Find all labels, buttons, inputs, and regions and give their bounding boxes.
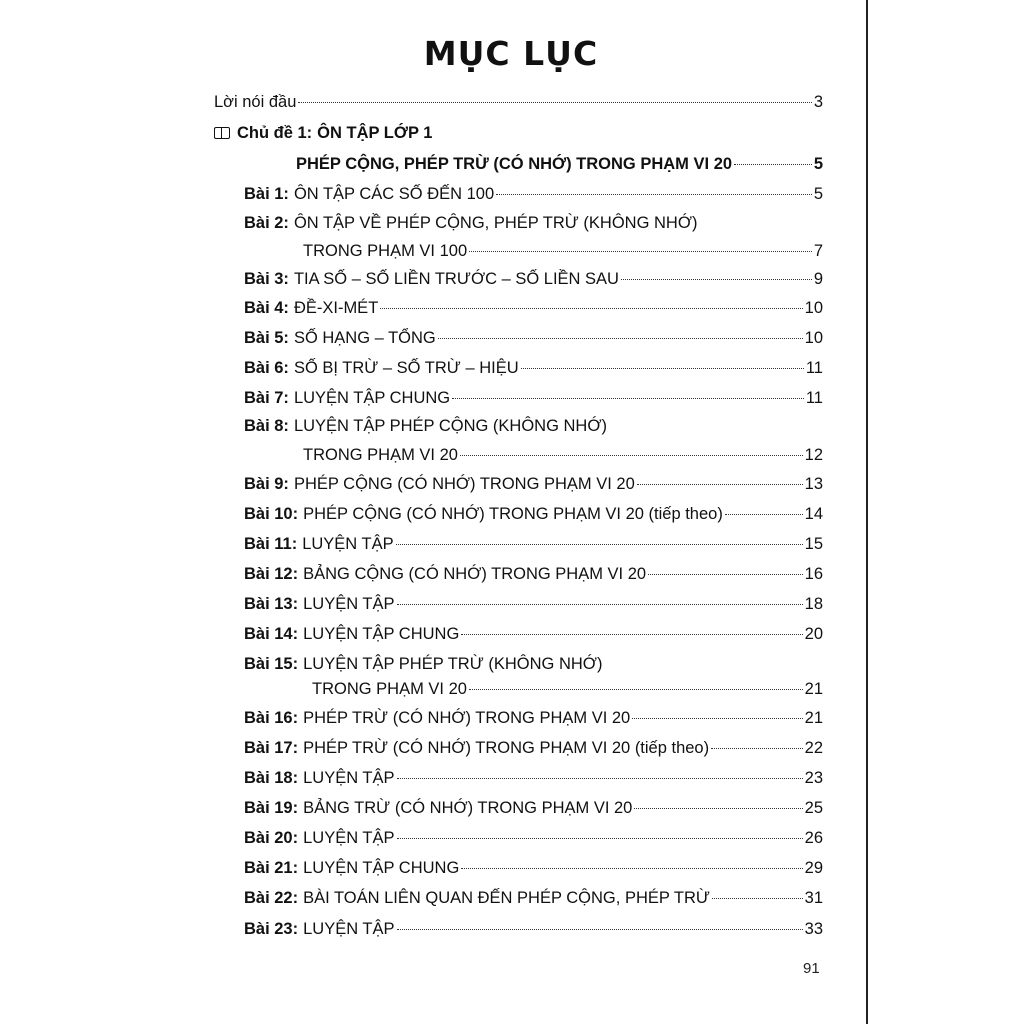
lesson-label: Bài 22: (244, 889, 299, 907)
lesson-label: Bài 14: (244, 625, 299, 643)
lesson-title: LUYỆN TẬP CHUNG (303, 859, 460, 877)
toc-page-number: 29 (804, 859, 823, 877)
lesson-label: Bài 5: (244, 329, 289, 347)
toc-page-number: 7 (813, 242, 823, 260)
toc-row-lesson[interactable] (244, 595, 823, 619)
lesson-title: LUYỆN TẬP (303, 769, 395, 787)
lesson-label: Bài 4: (244, 299, 289, 317)
toc-row-intro[interactable] (214, 93, 823, 117)
toc-row-lesson[interactable] (244, 709, 823, 733)
lesson-label: Bài 21: (244, 859, 299, 877)
lesson-label: Bài 7: (244, 389, 289, 407)
lesson-label: Bài 19: (244, 799, 299, 817)
lesson-label: Bài 13: (244, 595, 299, 613)
toc-row-lesson[interactable] (244, 214, 823, 238)
lesson-label: Bài 17: (244, 739, 299, 757)
page-edge-divider (866, 0, 868, 1024)
dot-leader (397, 838, 803, 839)
lesson-title-continuation: TRONG PHẠM VI 20 (312, 680, 467, 698)
lesson-title: LUYỆN TẬP (303, 920, 395, 938)
toc-page-number: 10 (804, 329, 823, 347)
toc-row-lesson[interactable] (244, 185, 823, 209)
dot-leader (521, 368, 804, 369)
lesson-title: LUYỆN TẬP CHUNG (303, 625, 460, 643)
dot-leader (397, 929, 803, 930)
toc-page-number: 14 (804, 505, 823, 523)
toc-page-number: 5 (813, 185, 823, 203)
page-title: MỤC LỤC (423, 34, 599, 73)
lesson-title: ĐỀ-XI-MÉT (293, 299, 379, 317)
toc-row-lesson[interactable] (244, 859, 823, 883)
lesson-title: BẢNG CỘNG (CÓ NHỚ) TRONG PHẠM VI 20 (303, 565, 647, 583)
dot-leader (380, 308, 802, 309)
dot-leader (496, 194, 812, 195)
toc-page-number: 31 (804, 889, 823, 907)
toc-row-lesson-continuation[interactable] (303, 446, 823, 470)
toc-page-number: 33 (804, 920, 823, 938)
lesson-label: Bài 10: (244, 505, 299, 523)
lesson-title: PHÉP TRỪ (CÓ NHỚ) TRONG PHẠM VI 20 (tiếp theo) (303, 739, 710, 757)
chapter-title: ÔN TẬP LỚP 1 (317, 124, 433, 142)
chapter-label: Chủ đề 1: (237, 124, 313, 142)
book-icon (214, 127, 230, 139)
toc-row-lesson[interactable] (244, 920, 823, 944)
lesson-title: TIA SỐ – SỐ LIỀN TRƯỚC – SỐ LIỀN SAU (293, 270, 619, 288)
toc-row-lesson[interactable] (244, 299, 823, 323)
lesson-title: ÔN TẬP CÁC SỐ ĐẾN 100 (293, 185, 495, 203)
toc-row-lesson[interactable] (244, 389, 823, 413)
lesson-label: Bài 12: (244, 565, 299, 583)
toc-row-lesson-continuation[interactable] (303, 242, 823, 266)
toc-entry-text: Lời nói đầu (214, 93, 297, 111)
toc-row-lesson[interactable] (244, 655, 823, 679)
dot-leader (460, 455, 803, 456)
dot-leader (438, 338, 803, 339)
lesson-label: Bài 9: (244, 475, 289, 493)
dot-leader (634, 808, 802, 809)
toc-chapter-heading[interactable] (214, 124, 823, 148)
toc-row-lesson[interactable] (244, 535, 823, 559)
toc-row-lesson[interactable] (244, 270, 823, 294)
toc-page-number: 15 (804, 535, 823, 553)
lesson-label: Bài 11: (244, 535, 298, 553)
toc-page-number: 20 (804, 625, 823, 643)
dot-leader (725, 514, 803, 515)
toc-page-number: 26 (804, 829, 823, 847)
toc-page-number: 9 (813, 270, 823, 288)
dot-leader (298, 102, 811, 103)
lesson-label: Bài 3: (244, 270, 289, 288)
toc-row-lesson[interactable] (244, 565, 823, 589)
toc-row-lesson[interactable] (244, 417, 823, 441)
lesson-label: Bài 2: (244, 214, 289, 232)
toc-row-lesson[interactable] (244, 889, 823, 913)
toc-row-lesson[interactable] (244, 359, 823, 383)
dot-leader (734, 164, 812, 165)
lesson-title: LUYỆN TẬP (302, 535, 394, 553)
toc-page-number: 25 (804, 799, 823, 817)
toc-page-number: 18 (804, 595, 823, 613)
toc-page-number: 10 (804, 299, 823, 317)
toc-page-number: 12 (804, 446, 823, 464)
toc-row-lesson[interactable] (244, 505, 823, 529)
dot-leader (452, 398, 804, 399)
dot-leader (632, 718, 802, 719)
lesson-label: Bài 16: (244, 709, 299, 727)
toc-page-number: 11 (805, 359, 823, 377)
dot-leader (469, 689, 803, 690)
lesson-title-continuation: TRONG PHẠM VI 20 (303, 446, 458, 464)
dot-leader (469, 251, 812, 252)
toc-row-lesson[interactable] (244, 799, 823, 823)
dot-leader (461, 634, 802, 635)
toc-page-number: 16 (804, 565, 823, 583)
dot-leader (461, 868, 802, 869)
lesson-title: SỐ BỊ TRỪ – SỐ TRỪ – HIỆU (293, 359, 519, 377)
chapter-subtitle: PHÉP CỘNG, PHÉP TRỪ (CÓ NHỚ) TRONG PHẠM VI 20 (296, 155, 733, 173)
toc-page-number: 23 (804, 769, 823, 787)
lesson-label: Bài 18: (244, 769, 299, 787)
dot-leader (396, 544, 803, 545)
toc-page-number: 5 (813, 155, 823, 173)
dot-leader (712, 898, 803, 899)
toc-row-lesson[interactable] (244, 475, 823, 499)
dot-leader (711, 748, 803, 749)
lesson-title: ÔN TẬP VỀ PHÉP CỘNG, PHÉP TRỪ (KHÔNG NHỚ) (293, 214, 698, 232)
toc-row-lesson[interactable] (244, 769, 823, 793)
lesson-label: Bài 20: (244, 829, 299, 847)
dot-leader (397, 604, 803, 605)
lesson-label: Bài 8: (244, 417, 289, 435)
lesson-title: PHÉP TRỪ (CÓ NHỚ) TRONG PHẠM VI 20 (303, 709, 631, 727)
lesson-title: LUYỆN TẬP PHÉP TRỪ (KHÔNG NHỚ) (303, 655, 603, 673)
toc-page-number: 21 (804, 680, 823, 698)
lesson-title: BẢNG TRỪ (CÓ NHỚ) TRONG PHẠM VI 20 (303, 799, 633, 817)
lesson-label: Bài 15: (244, 655, 299, 673)
toc-page-number: 11 (805, 389, 823, 407)
lesson-title: LUYỆN TẬP PHÉP CỘNG (KHÔNG NHỚ) (293, 417, 607, 435)
lesson-title-continuation: TRONG PHẠM VI 100 (303, 242, 468, 260)
lesson-title: LUYỆN TẬP (303, 829, 395, 847)
lesson-title: LUYỆN TẬP (303, 595, 395, 613)
dot-leader (648, 574, 803, 575)
lesson-title: PHÉP CỘNG (CÓ NHỚ) TRONG PHẠM VI 20 (293, 475, 635, 493)
toc-page-number: 13 (804, 475, 823, 493)
toc-row-lesson[interactable] (244, 739, 823, 763)
dot-leader (397, 778, 803, 779)
lesson-title: LUYỆN TẬP CHUNG (293, 389, 451, 407)
lesson-title: PHÉP CỘNG (CÓ NHỚ) TRONG PHẠM VI 20 (tiếp theo) (303, 505, 723, 523)
lesson-title: SỐ HẠNG – TỔNG (293, 329, 436, 347)
toc-row-lesson[interactable] (244, 329, 823, 353)
dot-leader (621, 279, 812, 280)
page-number: 91 (803, 960, 820, 977)
toc-chapter-subtitle[interactable] (296, 155, 823, 179)
toc-row-lesson[interactable] (244, 829, 823, 853)
lesson-label: Bài 23: (244, 920, 299, 938)
toc-page-number: 3 (813, 93, 823, 111)
lesson-title: BÀI TOÁN LIÊN QUAN ĐẾN PHÉP CỘNG, PHÉP TRỪ (303, 889, 710, 907)
dot-leader (637, 484, 803, 485)
lesson-label: Bài 6: (244, 359, 289, 377)
toc-page-number: 21 (804, 709, 823, 727)
toc-page-number: 22 (804, 739, 823, 757)
toc-row-lesson[interactable] (244, 625, 823, 649)
toc-row-lesson-continuation[interactable] (312, 680, 823, 704)
lesson-label: Bài 1: (244, 185, 289, 203)
